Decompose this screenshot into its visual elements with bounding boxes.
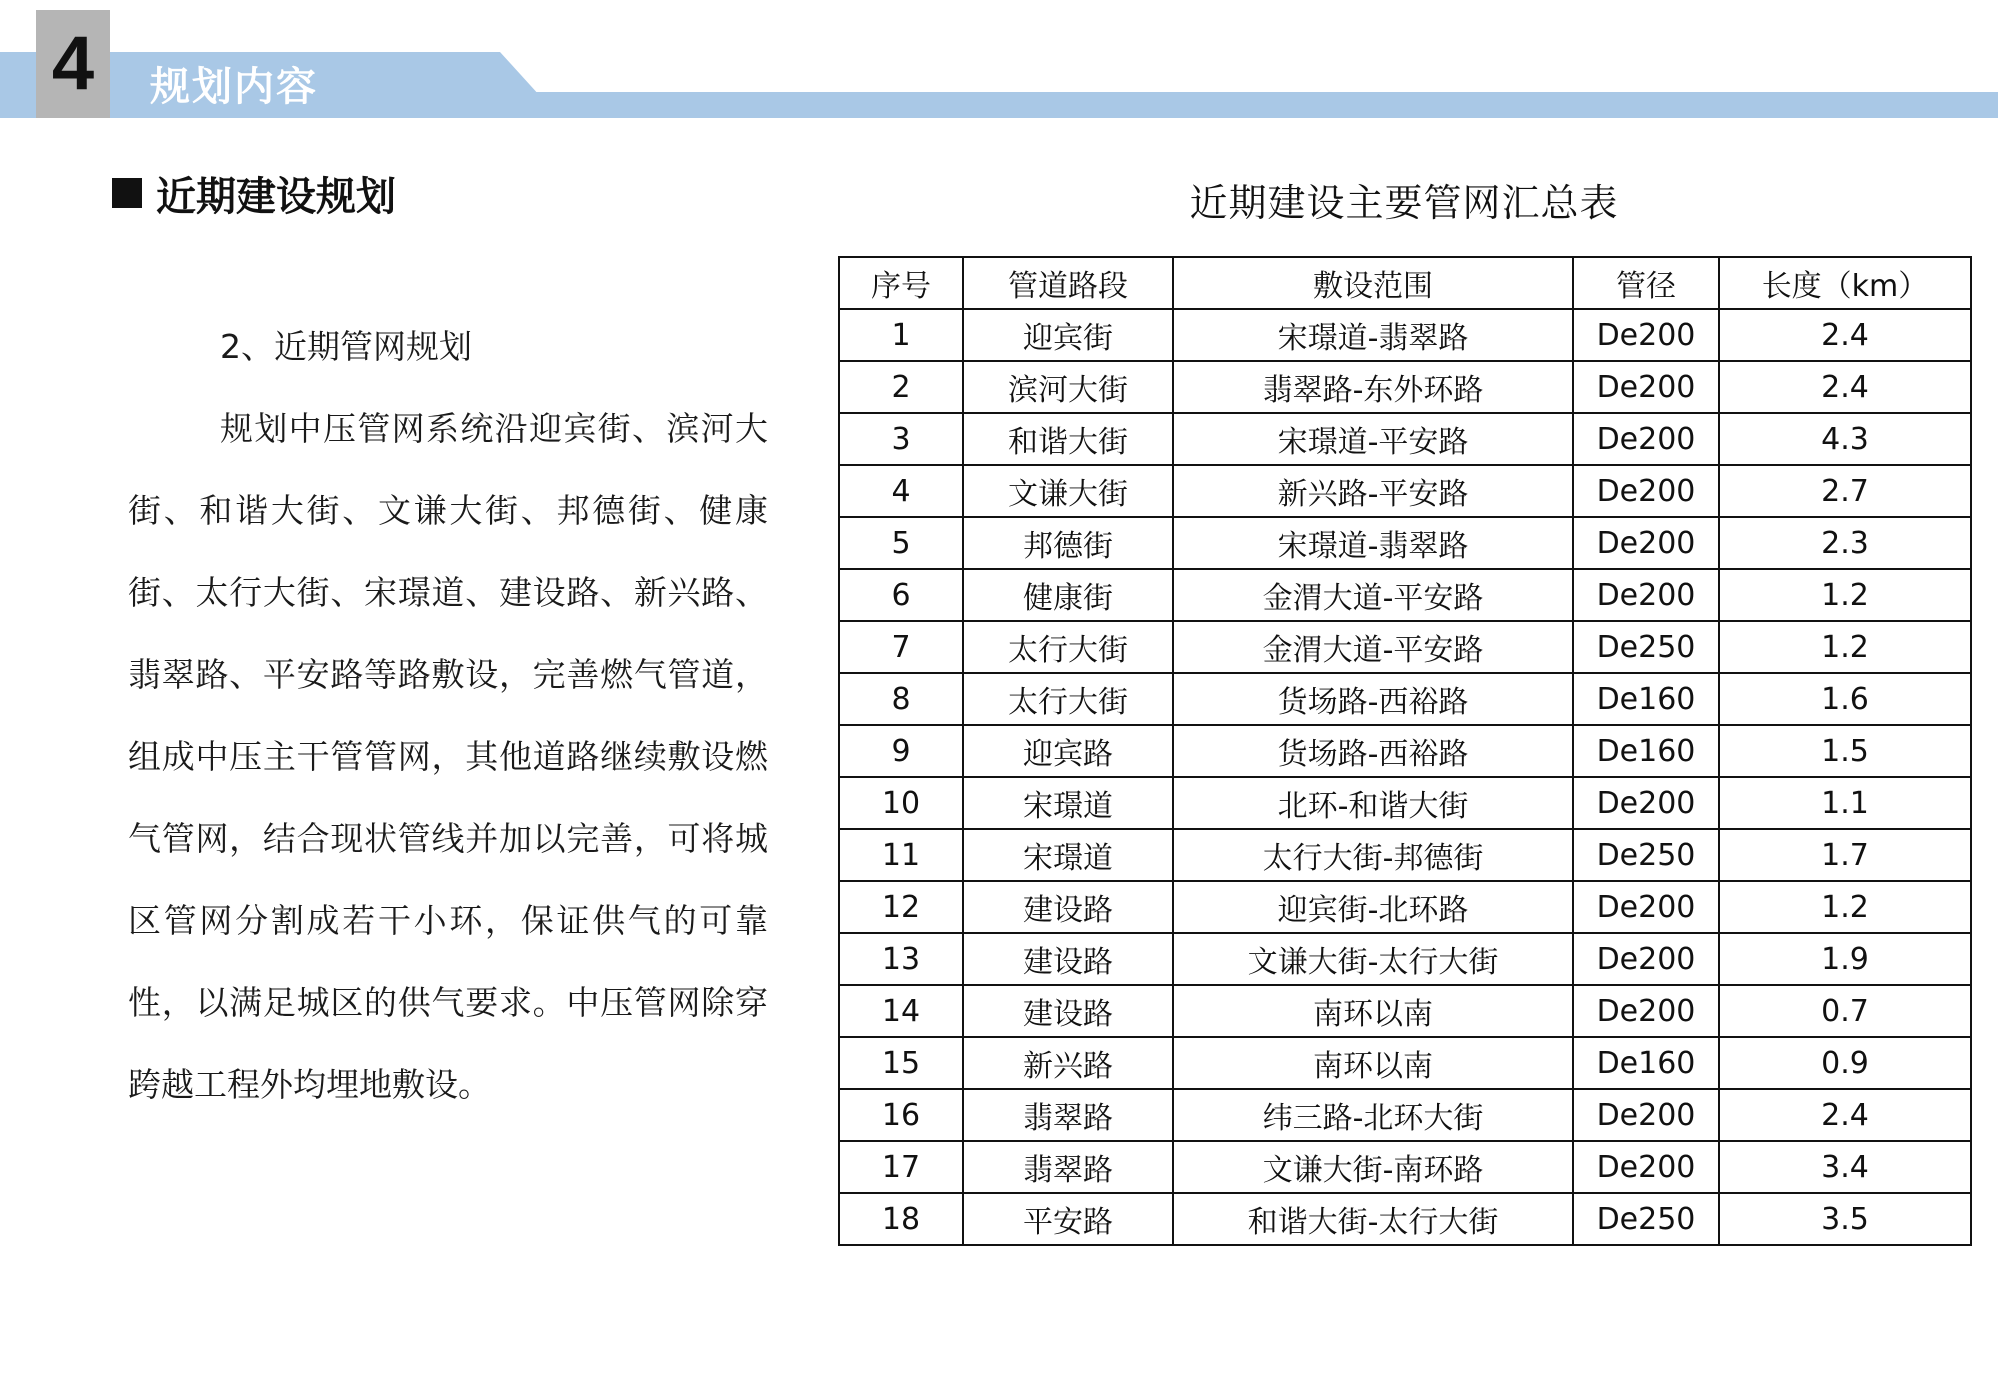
table-cell: 宋璟道 [963,777,1173,829]
table-cell: De250 [1573,621,1719,673]
body-text [128,306,768,1126]
table-cell: 翡翠路 [963,1089,1173,1141]
table-cell: De160 [1573,1037,1719,1089]
table-row [839,465,1971,517]
table-cell: 南环以南 [1173,1037,1573,1089]
table-row [839,725,1971,777]
table-cell: 1 [839,309,963,361]
column-header: 管径 [1573,257,1719,309]
table-cell: 6 [839,569,963,621]
table-cell: 和谐大街-太行大街 [1173,1193,1573,1245]
table-row [839,777,1971,829]
table-row [839,829,1971,881]
table-row [839,621,1971,673]
table-cell: De200 [1573,413,1719,465]
table-cell: 翡翠路 [963,1141,1173,1193]
table-row [839,1141,1971,1193]
table-cell: 2.4 [1719,1089,1971,1141]
chapter-number-box [36,10,110,118]
table-row [839,361,1971,413]
table-cell: 10 [839,777,963,829]
table-cell: 健康街 [963,569,1173,621]
table-cell: 5 [839,517,963,569]
table-cell: De200 [1573,361,1719,413]
table-cell: 9 [839,725,963,777]
table-cell: 16 [839,1089,963,1141]
table-cell: 14 [839,985,963,1037]
table-cell: 纬三路-北环大街 [1173,1089,1573,1141]
table-cell: De250 [1573,1193,1719,1245]
table-row [839,413,1971,465]
table-cell: De200 [1573,569,1719,621]
subheading: 2、近期管网规划 [220,327,472,366]
table-cell: 迎宾路 [963,725,1173,777]
table-cell: 宋璟道-平安路 [1173,413,1573,465]
table-cell: 2.4 [1719,361,1971,413]
table-cell: 0.9 [1719,1037,1971,1089]
table-cell: 4.3 [1719,413,1971,465]
table-cell: De160 [1573,725,1719,777]
table-row [839,673,1971,725]
table-cell: De200 [1573,933,1719,985]
table-cell: 货场路-西裕路 [1173,725,1573,777]
table-row [839,517,1971,569]
table-cell: De200 [1573,1089,1719,1141]
table-cell: 文谦大街-南环路 [1173,1141,1573,1193]
table-row [839,569,1971,621]
table-cell: 宋璟道-翡翠路 [1173,517,1573,569]
chapter-title: 规划内容 [150,63,318,110]
column-header: 序号 [839,257,963,309]
table-cell: 宋璟道-翡翠路 [1173,309,1573,361]
table-cell: 2.4 [1719,309,1971,361]
table-cell: 7 [839,621,963,673]
table-cell: 8 [839,673,963,725]
table-cell: 2.3 [1719,517,1971,569]
table-row [839,881,1971,933]
table-cell: 11 [839,829,963,881]
table-cell: 1.9 [1719,933,1971,985]
table-cell: 15 [839,1037,963,1089]
table-cell: 18 [839,1193,963,1245]
column-header: 管道路段 [963,257,1173,309]
table-row [839,933,1971,985]
table-cell: 1.7 [1719,829,1971,881]
table-cell: 金渭大道-平安路 [1173,569,1573,621]
table-cell: 文谦大街-太行大街 [1173,933,1573,985]
table-cell: De250 [1573,829,1719,881]
table-cell: De200 [1573,465,1719,517]
section-heading-text: 近期建设规划 [156,173,396,220]
column-header: 长度（km） [1719,257,1971,309]
paragraph: 规划中压管网系统沿迎宾街、滨河大街、和谐大街、文谦大街、邦德街、健康街、太行大街、宋璟道、建设路、新兴路、翡翠路、平安路等路敷设，完善燃气管道，组成中压主干管管网，其他道路继续敷设燃气管网，结合现状管线并加以完善，可将城区管网分割成若干小环，保证供气的可靠性，以满足城区的供气要求。中压管网除穿跨越工程外均埋地敷设。 [128,409,768,1104]
table-cell: 太行大街 [963,673,1173,725]
table-cell: 1.1 [1719,777,1971,829]
table-cell: De200 [1573,1141,1719,1193]
table-title: 近期建设主要管网汇总表 [1189,180,1619,225]
table-row [839,1193,1971,1245]
table-cell: 宋璟道 [963,829,1173,881]
table-cell: 平安路 [963,1193,1173,1245]
table-cell: 13 [839,933,963,985]
table-cell: 新兴路 [963,1037,1173,1089]
table-cell: 金渭大道-平安路 [1173,621,1573,673]
table-header-row [839,257,1971,309]
table-cell: 货场路-西裕路 [1173,673,1573,725]
table-cell: 北环-和谐大街 [1173,777,1573,829]
table-cell: 1.6 [1719,673,1971,725]
table-cell: 4 [839,465,963,517]
table-cell: De200 [1573,309,1719,361]
table-cell: 17 [839,1141,963,1193]
table-cell: 3 [839,413,963,465]
table-cell: 文谦大街 [963,465,1173,517]
table-row [839,985,1971,1037]
table-cell: 1.2 [1719,569,1971,621]
table-cell: 建设路 [963,933,1173,985]
table-row [839,309,1971,361]
table-cell: De200 [1573,881,1719,933]
table-cell: 0.7 [1719,985,1971,1037]
column-header: 敷设范围 [1173,257,1573,309]
table-cell: 邦德街 [963,517,1173,569]
pipe-network-table [838,256,1972,1246]
table-cell: 太行大街-邦德街 [1173,829,1573,881]
table-row [839,1089,1971,1141]
table-cell: 3.5 [1719,1193,1971,1245]
table-cell: 12 [839,881,963,933]
table-cell: 1.2 [1719,881,1971,933]
table-cell: 2.7 [1719,465,1971,517]
table-cell: 和谐大街 [963,413,1173,465]
table-cell: 1.2 [1719,621,1971,673]
table-cell: 新兴路-平安路 [1173,465,1573,517]
table-cell: 3.4 [1719,1141,1971,1193]
table-cell: De200 [1573,777,1719,829]
table-cell: 太行大街 [963,621,1173,673]
table-cell: De200 [1573,517,1719,569]
table-cell: 建设路 [963,881,1173,933]
section-heading [112,165,396,221]
chapter-number: 4 [51,21,95,106]
table-cell: 翡翠路-东外环路 [1173,361,1573,413]
table-cell: 2 [839,361,963,413]
table-cell: De200 [1573,985,1719,1037]
table-cell: 建设路 [963,985,1173,1037]
table-cell: 迎宾街 [963,309,1173,361]
square-bullet-icon [112,178,142,208]
table-cell: 1.5 [1719,725,1971,777]
table-row [839,1037,1971,1089]
table-cell: De160 [1573,673,1719,725]
table-cell: 迎宾街-北环路 [1173,881,1573,933]
table-cell: 滨河大街 [963,361,1173,413]
table-cell: 南环以南 [1173,985,1573,1037]
